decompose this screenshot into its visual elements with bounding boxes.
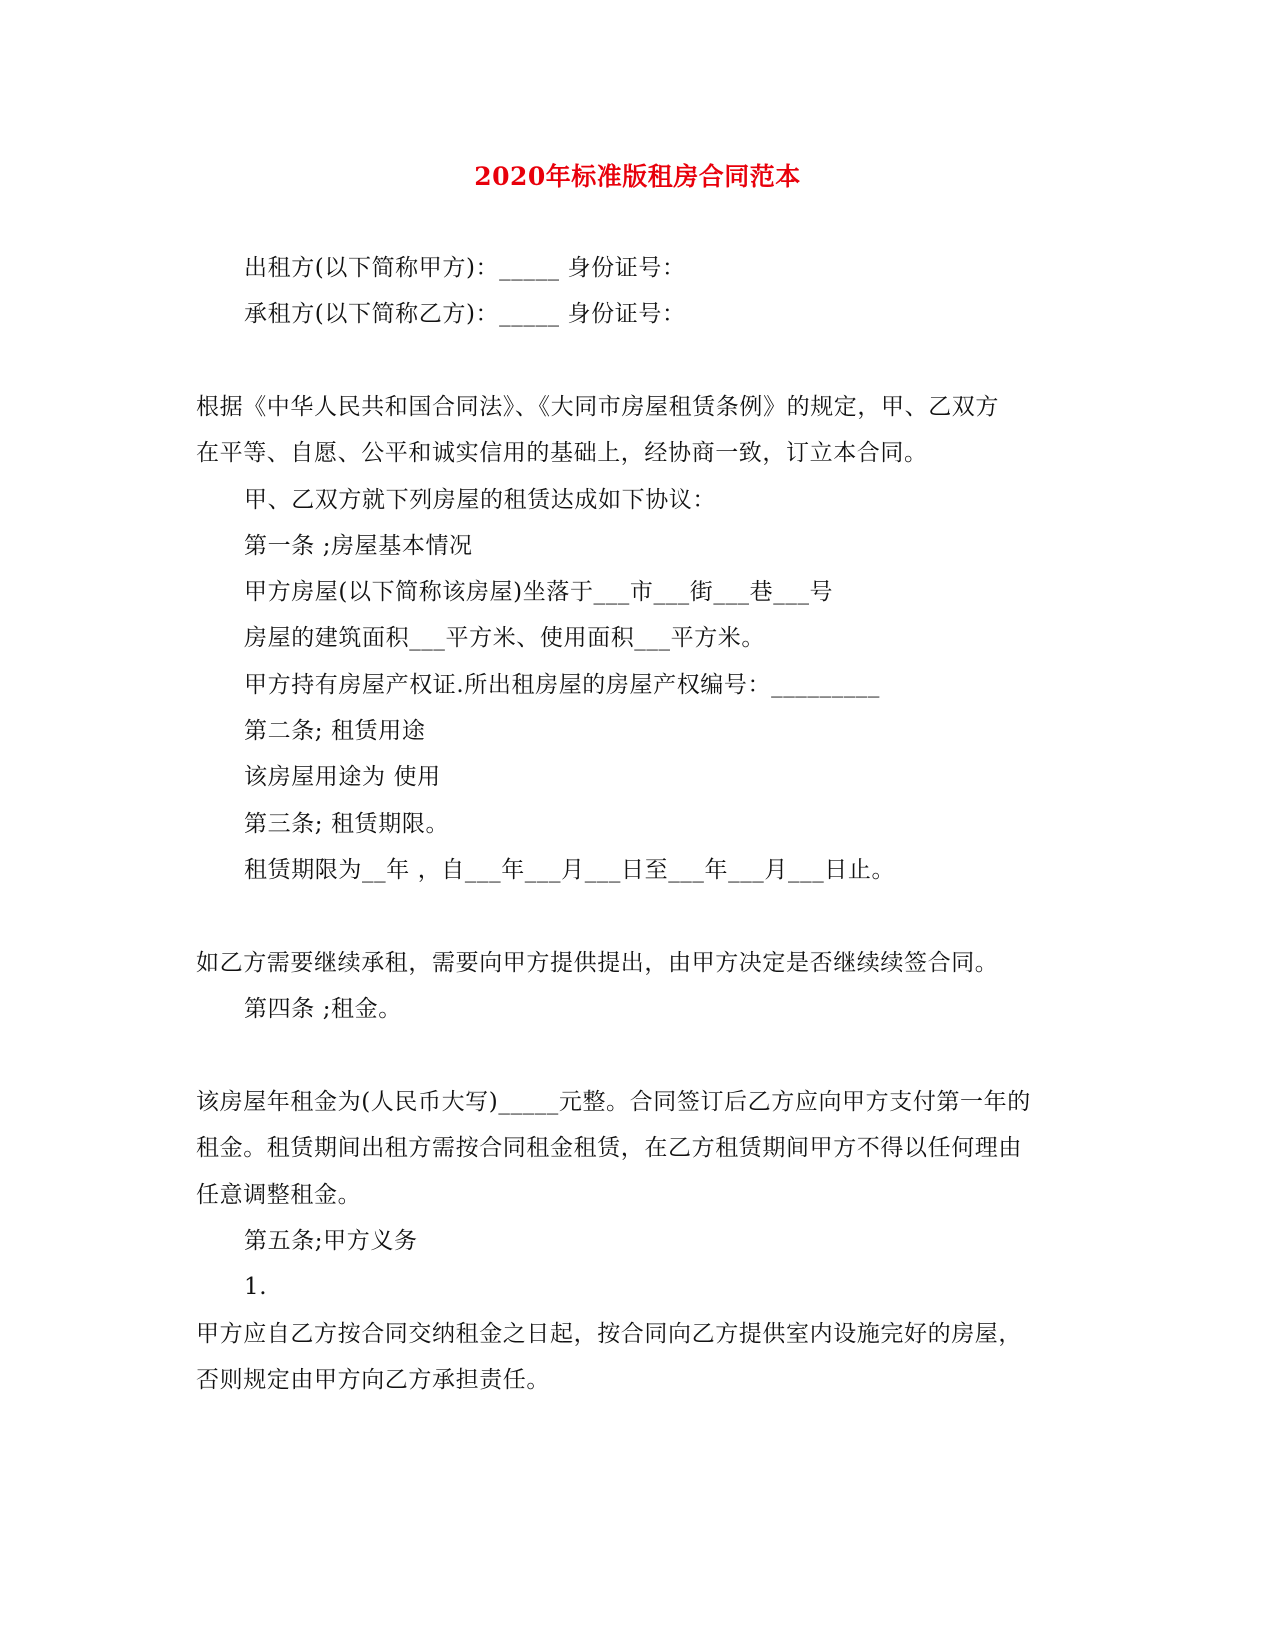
lessor-line: 出租方(以下简称甲方)：_____ 身份证号： (244, 255, 686, 281)
article-4-heading: 第四条 ;租金。 (244, 996, 402, 1022)
property-certificate: 甲方持有房屋产权证.所出租房屋的房屋产权编号：_________ (244, 672, 881, 698)
rent-clause-line-3: 任意调整租金。 (196, 1182, 362, 1208)
agreement-intro: 甲、乙双方就下列房屋的租赁达成如下协议： (244, 487, 716, 513)
preamble-line-2: 在平等、自愿、公平和诚实信用的基础上，经协商一致，订立本合同。 (196, 440, 928, 466)
renewal-clause: 如乙方需要继续承租，需要向甲方提供提出，由甲方决定是否继续续签合同。 (196, 950, 999, 976)
article-2-heading: 第二条; 租赁用途 (244, 718, 426, 744)
document-title: 2020年标准版租房合同范本 (474, 162, 801, 191)
property-usage: 该房屋用途为 使用 (244, 764, 441, 790)
obligation-line-2: 否则规定由甲方向乙方承担责任。 (196, 1367, 550, 1393)
article-1-heading: 第一条 ;房屋基本情况 (244, 533, 473, 559)
obligation-line-1: 甲方应自乙方按合同交纳租金之日起，按合同向乙方提供室内设施完好的房屋， (196, 1321, 1022, 1347)
rent-clause-line-2: 租金。租赁期间出租方需按合同租金租赁，在乙方租赁期间甲方不得以任何理由 (196, 1135, 1022, 1161)
lease-term: 租赁期限为__年 ，自___年___月___日至___年___月___日止。 (244, 857, 896, 883)
rent-clause-line-1: 该房屋年租金为(人民币大写)_____元整。合同签订后乙方应向甲方支付第一年的 (196, 1089, 1031, 1115)
obligation-number: 1. (244, 1274, 268, 1300)
article-3-heading: 第三条; 租赁期限。 (244, 811, 450, 837)
preamble-line-1: 根据《中华人民共和国合同法》、《大同市房屋租赁条例》的规定，甲、乙双方 (196, 394, 999, 420)
article-5-heading: 第五条;甲方义务 (244, 1228, 418, 1254)
property-location: 甲方房屋(以下简称该房屋)坐落于___市___街___巷___号 (244, 579, 834, 605)
property-area: 房屋的建筑面积___平方米、使用面积___平方米。 (244, 625, 765, 651)
lessee-line: 承租方(以下简称乙方)：_____ 身份证号： (244, 301, 686, 327)
